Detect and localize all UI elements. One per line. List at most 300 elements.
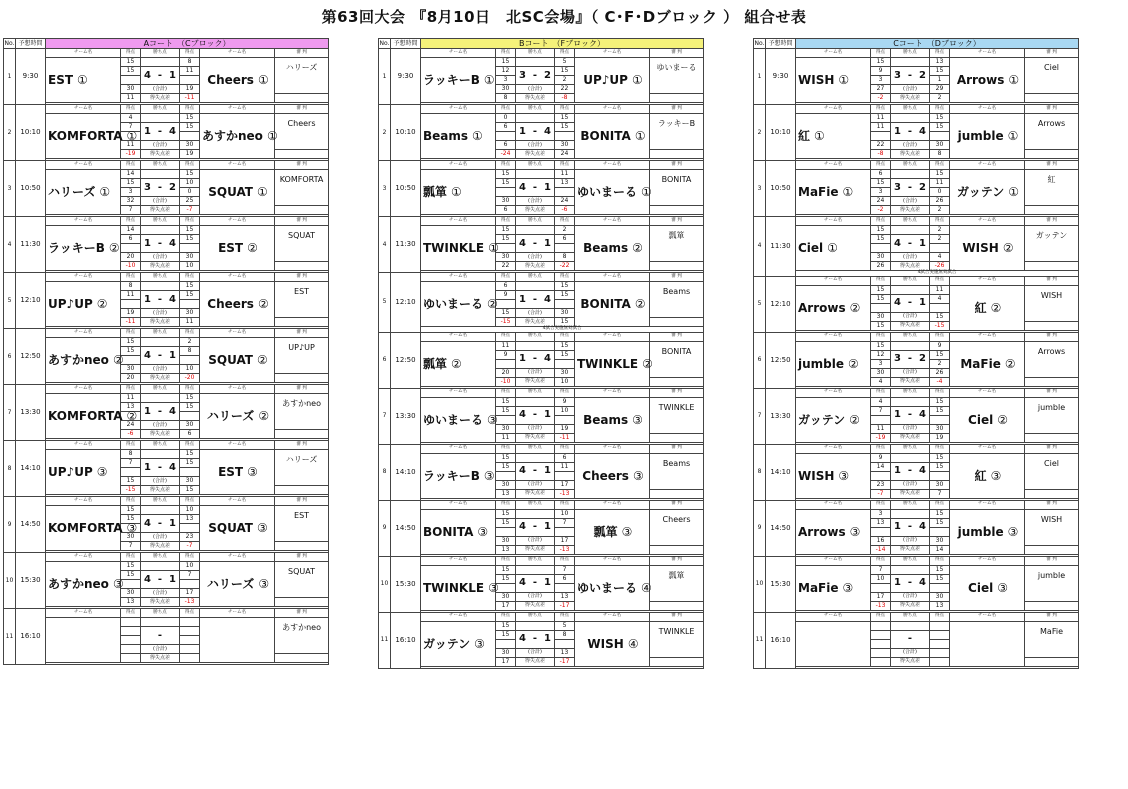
diff-label: 得失点差	[891, 377, 930, 386]
win-header: 勝ち点	[141, 273, 180, 282]
team2-score: 30	[180, 309, 200, 318]
team1-label: 瓢箪	[423, 356, 448, 371]
separator: -	[525, 353, 545, 364]
points-header: 得点	[930, 500, 950, 509]
ref-blank	[650, 262, 704, 271]
team1-score: 6	[496, 206, 516, 215]
team1-score: 7	[871, 406, 891, 415]
team1-score: 11	[871, 424, 891, 433]
schedule-table	[3, 38, 329, 665]
points-header: 得点	[930, 444, 950, 453]
team2-wins: 4	[919, 409, 926, 420]
team1-score: 15	[121, 515, 141, 524]
team1-score: 15	[121, 338, 141, 347]
blank-cell	[516, 621, 555, 630]
team2-score: 8	[930, 150, 950, 159]
team1-score: 30	[496, 197, 516, 206]
team2-label: jumble	[957, 129, 1004, 143]
team2-name	[200, 394, 275, 439]
points-header: 得点	[871, 444, 891, 453]
team2-name	[575, 170, 650, 215]
team2-wins: 4	[169, 461, 176, 473]
team1-label: Ciel	[798, 241, 824, 255]
team1-order: ③	[112, 577, 124, 591]
win-header: 勝ち点	[141, 385, 180, 394]
team1-label: Arrows	[798, 524, 846, 539]
total-label: (合計)	[141, 477, 180, 486]
blank-cell	[891, 453, 930, 462]
ref-header: 審 判	[275, 217, 329, 226]
team1-score: 13	[496, 545, 516, 554]
points-header: 得点	[555, 332, 575, 341]
team1-name	[46, 282, 121, 327]
team-header: チーム名	[421, 612, 496, 621]
team2-label: Beams	[583, 241, 629, 255]
team2-score: 30	[555, 309, 575, 318]
ref-header: 審 判	[1025, 556, 1079, 565]
win-header: 勝ち点	[141, 105, 180, 114]
match-no: 1	[754, 49, 766, 105]
team1-score: 15	[496, 226, 516, 235]
blank-cell	[516, 170, 555, 179]
team1-wins: 4	[518, 465, 526, 476]
team-header: チーム名	[575, 612, 650, 621]
team-header: チーム名	[46, 161, 121, 170]
match-no: 10	[379, 556, 391, 612]
team2-name	[200, 506, 275, 551]
team1-name	[421, 282, 496, 327]
points-header: 得点	[555, 556, 575, 565]
team1-wins: 4	[518, 237, 526, 249]
team1-score: 30	[496, 85, 516, 94]
points-header: 得点	[180, 105, 200, 114]
points-header: 得点	[871, 500, 891, 509]
match-no: 2	[4, 105, 16, 161]
team-header: チーム名	[421, 556, 496, 565]
win-header: 勝ち点	[516, 273, 555, 282]
team1-wins: 1	[143, 125, 151, 137]
team1-order: ②	[487, 297, 498, 311]
team2-order: ②	[257, 297, 269, 311]
points-header: 得点	[871, 388, 891, 397]
separator: -	[525, 465, 545, 476]
team1-score	[871, 639, 891, 648]
ref-blank	[1025, 433, 1079, 442]
team2-wins: 4	[544, 353, 551, 364]
match-no: 4	[4, 217, 16, 273]
team2-score: 15	[930, 574, 950, 583]
referee: ハリーズ	[275, 450, 329, 486]
team1-wins: 1	[893, 409, 901, 420]
team2-score: 6	[555, 235, 575, 244]
points-header: 得点	[121, 609, 141, 618]
match-note	[46, 663, 329, 665]
team1-label: KOMFORTA	[48, 129, 123, 143]
team1-score	[121, 627, 141, 636]
team1-score: 6	[121, 235, 141, 244]
team1-name	[796, 170, 871, 215]
team2-score: 7	[555, 565, 575, 574]
team2-score: 7	[180, 571, 200, 580]
team2-score: 15	[180, 459, 200, 468]
team1-score: 6	[871, 170, 891, 179]
match-time: 12:50	[766, 332, 796, 388]
team-header: チーム名	[200, 441, 275, 450]
referee: 紅	[1025, 170, 1079, 206]
ref-blank	[1025, 150, 1079, 159]
team1-score: 12	[871, 350, 891, 359]
separator: -	[900, 125, 920, 137]
team1-score	[871, 630, 891, 639]
ref-header: 審 判	[275, 105, 329, 114]
team1-score: 15	[496, 518, 516, 527]
blank-cell	[141, 338, 180, 347]
team1-name	[421, 509, 496, 554]
team-header: チーム名	[46, 609, 121, 618]
diff-label: 得失点差	[516, 377, 555, 386]
team2-wins: 2	[919, 353, 926, 364]
ref-header: 審 判	[1025, 444, 1079, 453]
team1-score: 11	[121, 94, 141, 103]
team-header: チーム名	[950, 217, 1025, 226]
team1-score: 8	[121, 282, 141, 291]
points-header: 得点	[121, 553, 141, 562]
team-header: チーム名	[796, 161, 871, 170]
team2-score: 17	[180, 589, 200, 598]
team2-score: 13	[930, 601, 950, 610]
team2-wins: 2	[919, 181, 926, 193]
diff-label: 得失点差	[891, 94, 930, 103]
game-count	[516, 350, 555, 368]
team2-score: 8	[555, 630, 575, 639]
team1-score	[121, 618, 141, 627]
team-header: チーム名	[950, 612, 1025, 621]
match-no: 10	[754, 556, 766, 612]
ref-header: 審 判	[1025, 217, 1079, 226]
game-count	[141, 459, 180, 477]
team2-wins: 2	[169, 181, 176, 193]
team2-score	[180, 636, 200, 645]
team2-score	[930, 621, 950, 630]
points-header: 得点	[555, 612, 575, 621]
match-no: 11	[379, 612, 391, 668]
diff-label: 得失点差	[141, 206, 180, 215]
team1-order: ②	[849, 300, 861, 315]
team1-score: -24	[496, 150, 516, 159]
team1-score: 9	[496, 350, 516, 359]
team1-score: 15	[871, 58, 891, 67]
team2-name	[200, 450, 275, 495]
diff-label: 得失点差	[141, 486, 180, 495]
win-header: 勝ち点	[141, 217, 180, 226]
game-count	[141, 347, 180, 365]
match-no: 9	[754, 500, 766, 556]
court-c-section	[753, 38, 1079, 669]
match-time: 12:10	[766, 276, 796, 332]
team2-score: 26	[930, 368, 950, 377]
total-label: (合計)	[891, 648, 930, 657]
win-header: 勝ち点	[141, 329, 180, 338]
team2-label: jumble	[957, 524, 1004, 539]
referee: ラッキーB	[650, 114, 704, 150]
team2-score: -22	[555, 262, 575, 271]
team2-name	[575, 509, 650, 554]
points-header: 得点	[180, 497, 200, 506]
team-header: チーム名	[46, 497, 121, 506]
match-no: 11	[754, 612, 766, 668]
total-label: (合計)	[891, 592, 930, 601]
team2-wins: 1	[544, 181, 551, 193]
match-no: 9	[4, 497, 16, 553]
points-header: 得点	[180, 161, 200, 170]
match-no: 4	[379, 217, 391, 273]
team1-label: ゆいまーる	[423, 412, 484, 427]
team2-score	[930, 648, 950, 657]
team2-score: 13	[555, 592, 575, 601]
referee: EST	[275, 282, 329, 318]
diff-label: 得失点差	[141, 654, 180, 663]
team1-score: 15	[496, 621, 516, 630]
team1-wins: 1	[518, 125, 526, 137]
team1-wins: 4	[143, 573, 151, 585]
team2-score: 15	[555, 123, 575, 132]
team1-label: ラッキーB	[423, 468, 480, 483]
team1-score	[871, 527, 891, 536]
team1-wins: 1	[893, 521, 901, 532]
diff-label: 得失点差	[516, 318, 555, 327]
total-label: (合計)	[516, 309, 555, 318]
team2-wins: 4	[169, 125, 176, 137]
win-header: 勝ち点	[891, 556, 930, 565]
blank-cell	[891, 621, 930, 630]
match-no: 2	[754, 105, 766, 161]
team2-score: 11	[180, 67, 200, 76]
ref-blank	[650, 150, 704, 159]
team1-label: WISH	[798, 73, 835, 87]
team2-score	[180, 356, 200, 365]
team2-score	[555, 639, 575, 648]
game-count	[891, 235, 930, 253]
total-label: (合計)	[141, 141, 180, 150]
team1-score: 15	[496, 309, 516, 318]
game-count	[891, 630, 930, 648]
team1-score: 30	[121, 589, 141, 598]
team1-label: MaFie	[798, 580, 839, 595]
team2-score: 2	[930, 206, 950, 215]
diff-label: 得失点差	[516, 601, 555, 610]
team2-score: 6	[555, 453, 575, 462]
team2-order: ②	[1002, 241, 1014, 255]
ref-header: 審 判	[275, 553, 329, 562]
total-label: (合計)	[516, 253, 555, 262]
ref-blank	[275, 430, 329, 439]
blank-cell	[141, 170, 180, 179]
diff-label: 得失点差	[516, 262, 555, 271]
points-header: 得点	[555, 217, 575, 226]
team1-name	[796, 565, 871, 610]
team-header: チーム名	[575, 500, 650, 509]
team2-label: EST	[218, 465, 244, 479]
win-header: 勝ち点	[891, 332, 930, 341]
team2-score: 15	[930, 170, 950, 179]
game-count	[516, 67, 555, 85]
ref-header: 審 判	[275, 441, 329, 450]
schedule-table	[753, 38, 1079, 669]
team-header: チーム名	[200, 161, 275, 170]
team2-score: 5	[555, 58, 575, 67]
team1-score: 30	[871, 312, 891, 321]
team2-score: 13	[930, 58, 950, 67]
points-header: 得点	[180, 217, 200, 226]
team1-score: 22	[496, 262, 516, 271]
team2-order: ③	[632, 468, 644, 483]
points-header: 得点	[930, 105, 950, 114]
team2-score: -8	[555, 94, 575, 103]
points-header: 得点	[121, 105, 141, 114]
team1-score: 9	[496, 291, 516, 300]
team2-name	[575, 226, 650, 271]
team1-score: 15	[871, 179, 891, 188]
team2-score	[555, 415, 575, 424]
team2-score: 2	[930, 226, 950, 235]
team2-wins: 4	[544, 293, 551, 305]
game-count	[891, 406, 930, 424]
team2-order: ①	[634, 129, 646, 143]
team2-score	[180, 300, 200, 309]
team2-score: 2	[555, 226, 575, 235]
team-header: チーム名	[421, 500, 496, 509]
diff-label: 得失点差	[141, 430, 180, 439]
blank-cell	[516, 565, 555, 574]
match-time: 10:10	[766, 105, 796, 161]
win-header: 勝ち点	[891, 217, 930, 226]
team1-name	[796, 621, 871, 666]
game-count	[141, 67, 180, 85]
referee: Beams	[650, 453, 704, 489]
team2-score: 15	[180, 123, 200, 132]
team1-score	[871, 415, 891, 424]
total-label: (合計)	[891, 253, 930, 262]
team2-score: 13	[555, 179, 575, 188]
points-header: 得点	[871, 612, 891, 621]
team2-name	[950, 226, 1025, 271]
separator: -	[150, 349, 170, 361]
team1-wins: 1	[143, 405, 151, 417]
ref-blank	[275, 262, 329, 271]
total-label: (合計)	[516, 536, 555, 545]
team2-wins: 4	[544, 125, 551, 137]
team-header: チーム名	[575, 49, 650, 58]
match-time: 13:30	[391, 388, 421, 444]
team-header: チーム名	[796, 105, 871, 114]
team2-score	[930, 415, 950, 424]
team2-score: 10	[180, 179, 200, 188]
ref-header: 審 判	[275, 273, 329, 282]
separator: -	[900, 181, 920, 193]
total-label: (合計)	[891, 368, 930, 377]
team1-score: -2	[871, 94, 891, 103]
team1-label: あすかneo	[48, 353, 109, 367]
team1-label: 瓢箪	[423, 185, 448, 199]
team1-score	[496, 415, 516, 424]
team1-score: 11	[496, 341, 516, 350]
team1-wins: 3	[518, 69, 526, 81]
team2-score: 15	[180, 226, 200, 235]
points-header: 得点	[555, 273, 575, 282]
team2-score: 15	[930, 114, 950, 123]
team1-score: 19	[121, 309, 141, 318]
team2-name	[200, 562, 275, 607]
win-header: 勝ち点	[516, 161, 555, 170]
team1-label: KOMFORTA	[48, 409, 123, 423]
referee: MaFie	[1025, 621, 1079, 657]
team2-score: 30	[555, 141, 575, 150]
team2-name	[200, 338, 275, 383]
total-label: (合計)	[891, 424, 930, 433]
blank-cell	[141, 58, 180, 67]
team2-score: 30	[180, 421, 200, 430]
match-time: 15:30	[16, 553, 46, 609]
team1-score: -8	[871, 150, 891, 159]
team-header: チーム名	[200, 497, 275, 506]
team2-name	[575, 341, 653, 386]
match-no: 5	[754, 276, 766, 332]
ref-header: 審 判	[1025, 105, 1079, 114]
team-header: チーム名	[421, 217, 496, 226]
win-header: 勝ち点	[141, 161, 180, 170]
match-no: 7	[4, 385, 16, 441]
team2-order: ③	[258, 577, 270, 591]
team1-score: 6	[496, 141, 516, 150]
team2-label: Cheers	[582, 468, 629, 483]
diff-label: 得失点差	[516, 94, 555, 103]
win-header: 勝ち点	[891, 444, 930, 453]
separator: -	[525, 293, 545, 305]
team-header: チーム名	[796, 388, 871, 397]
separator: -	[150, 573, 170, 585]
points-header: 得点	[871, 217, 891, 226]
team2-order: ②	[632, 241, 643, 255]
separator: -	[525, 521, 545, 532]
team1-wins: 4	[143, 517, 151, 529]
blank-cell	[516, 114, 555, 123]
diff-label: 得失点差	[891, 150, 930, 159]
ref-blank	[1025, 545, 1079, 554]
points-header: 得点	[871, 556, 891, 565]
ref-blank	[1025, 489, 1079, 498]
team2-score	[180, 132, 200, 141]
team1-label: 紅	[798, 129, 811, 143]
team2-score	[930, 471, 950, 480]
match-note: 4試合実施無効試合	[796, 271, 1079, 277]
team2-wins: 2	[919, 69, 926, 81]
ref-header: 審 判	[1025, 276, 1079, 285]
team-header: チーム名	[421, 273, 496, 282]
team2-label: ハリーズ	[206, 409, 255, 423]
referee: WISH	[1025, 285, 1079, 321]
diff-label: 得失点差	[516, 206, 555, 215]
team1-score: 15	[496, 179, 516, 188]
match-time: 11:30	[766, 217, 796, 277]
blank-cell	[141, 618, 180, 627]
match-no: 9	[379, 500, 391, 556]
team1-score: 20	[121, 253, 141, 262]
team1-score	[871, 132, 891, 141]
team2-wins: 4	[169, 293, 176, 305]
team1-name	[46, 338, 124, 383]
team1-score: 23	[871, 480, 891, 489]
game-count	[891, 294, 930, 312]
